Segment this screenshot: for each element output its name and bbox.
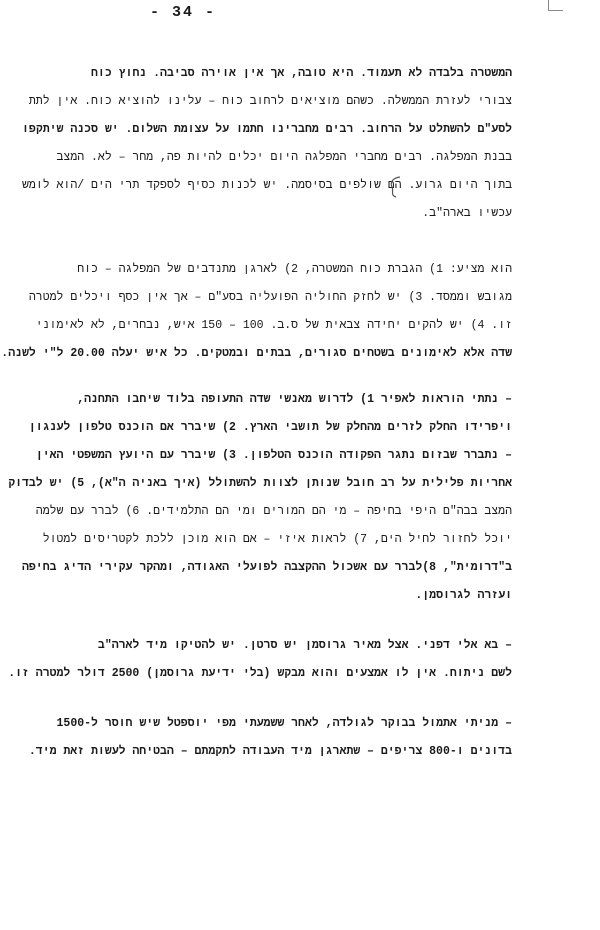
paragraph-3-line-1: – נתתי הוראות לאפיר 1) לדרוש מאנשי שדה התעופה בלוד שיחבו התחנה, [77,393,512,406]
paragraph-4-line-1: – בא אלי דפני. אצל מאיר גרוסמן יש סרטן. יש להטיקו מיד לארה"ב [97,639,512,652]
paragraph-3-line-6: יוכל לחזור לחיל הים, 7) לראות איזי – אם הוא מוכן ללכת לקטריסים למטול [42,533,512,546]
paragraph-3-line-7: ב"דרומית", 8)לברר עם אשכול ההקצבה לפועלי האגודה, ומהקר עקירי הדיג בחיפה [22,561,512,574]
paragraph-3-line-8: ועזרה לגרוסמן. [415,589,512,602]
page-number: - 34 - [150,4,217,21]
paragraph-2-line-1: הוא מציע: 1) הגברת כוח המשטרה, 2) לארגן מתנדבים של המפלגה – כוח [77,263,512,276]
paragraph-2-line-2: מגובש וממסד. 3) יש לחזק החוליה הפועליה בסע"ם – אך אין כסף ויכלים למטרה [28,291,512,304]
paragraph-5-line-1: – מניתי אתמול בבוקר לגולדה, לאחר ששמעתי מפי יוספטל שיש חוסר ל-1500 [56,717,512,730]
paragraph-1-line-6: עכשיו בארה"ב. [422,207,512,220]
paragraph-3-line-5: המצב בבה"ם היפי בחיפה – מי הם המורים ומי הם התלמידים. 6) לברר עם שלמה [35,505,512,518]
paragraph-1-line-3: לסע"ם להשתלט על הרחוב. רבים מחברינו חתמו על עצומת השלום. יש סכנה שיתקפו [22,123,512,136]
paragraph-1-line-4: בבנת המפלגה. רבים מחברי המפלגה היום יכלים להיות פה, מחר – לא. המצב [56,151,512,164]
paragraph-3-line-3: – נתברר שבזום נתגר הפקודה הוכנס הטלפון. 3) שיברר עם היועץ המשפטי האין [35,449,512,462]
paragraph-1-line-1: המשטרה בלבדה לא תעמוד. היא טובה, אך אין אוירה סביבה. נחוץ כוח [91,67,512,80]
handwritten-mark-icon [386,175,404,199]
paragraph-2-line-4: שדה אלא לאימונים בשטחים סגורים, בבתים ובמטקים. כל איש יעלה 20.00 ל"י לשנה. [1,347,512,360]
page-corner-mark [548,0,563,11]
paragraph-3-line-4: אחריות פלילית על רב חובל שנותן לצוות להשתולל (איך באניה ה"א), 5) יש לבדוק [8,477,512,490]
paragraph-1-line-2: צבורי לעזרת הממשלה. כשהם מוציאים לרחוב כוח – עלינו להוציא כוח. אין לתת [28,95,512,108]
paragraph-1-line-5: בתוך היום גרוע. הם שולפים בסיסמה. יש לכנות כסיף לספקד תרי הים /הוא לומש [22,179,512,192]
paragraph-4-line-2: לשם ניתוח. אין לו אמצעים והוא מבקש (בלי ידיעת גרוסמן) 2500 דולר למטרה זו. [8,667,512,680]
paragraph-5-line-2: בדונים ו-800 צריפים – שתארגן מיד העבודה לתקמתם – הבטיחה לעשות זאת מיד. [28,745,512,758]
paragraph-2-line-3: זו. 4) יש להקים יחידה צבאית של ס.ב. 100 – 150 איש, נבחרים, לא לאימוני [35,319,512,332]
paragraph-3-line-2: ויפרידו החלק לזרים מהחלק של תושבי הארץ. 2) שיברר אם הוכנס טלפון לענגון [28,421,512,434]
